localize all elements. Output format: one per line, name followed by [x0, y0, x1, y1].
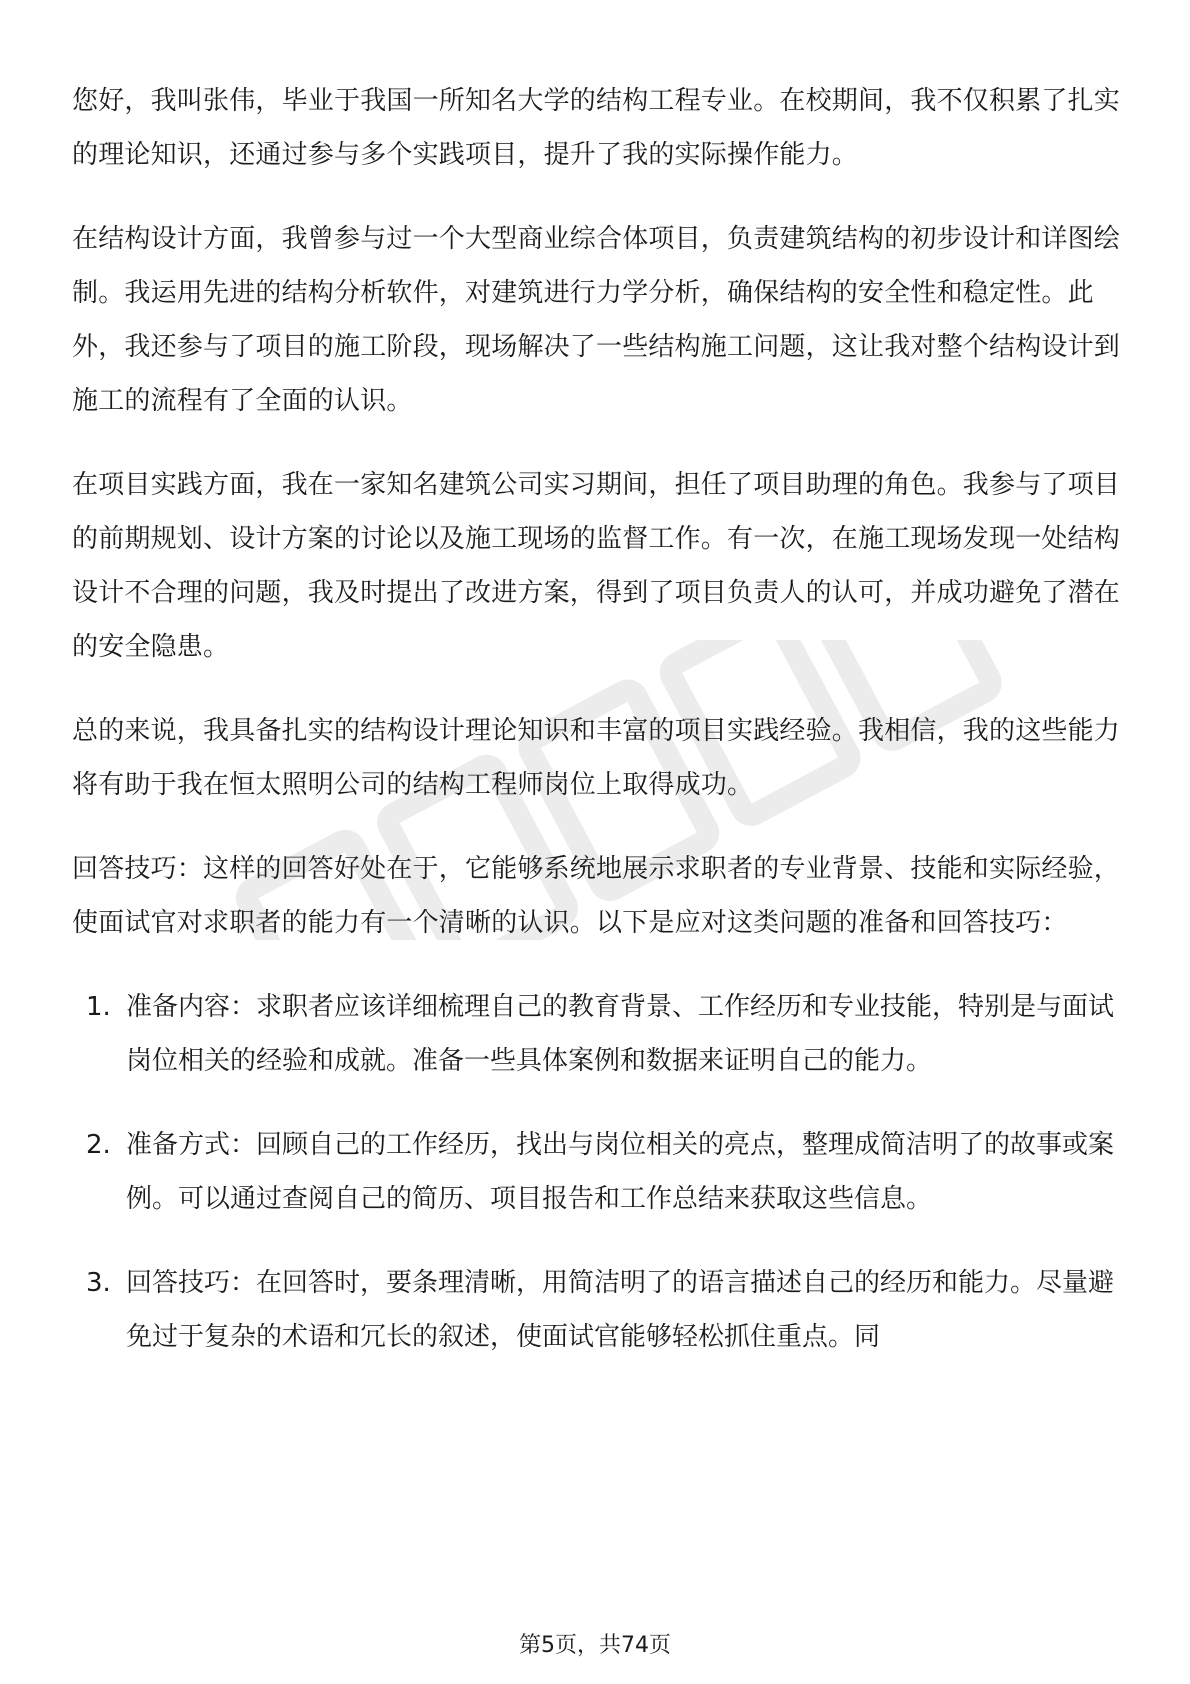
paragraph-intro: 您好，我叫张伟，毕业于我国一所知名大学的结构工程专业。在校期间，我不仅积累了扎实的理论知识，还通过参与多个实践项目，提升了我的实际操作能力。 — [72, 86, 1121, 170]
list-number: 1. — [86, 992, 111, 1022]
paragraph-project-practice: 在项目实践方面，我在一家知名建筑公司实习期间，担任了项目助理的角色。我参与了项目的前期规划、设计方案的讨论以及施工现场的监督工作。有一次，在施工现场发现一处结构设计不合理的问题，我及时提出了改进方案，得到了项目负责人的认可，并成功避免了潜在的安全隐患。 — [72, 470, 1121, 662]
main-content — [72, 74, 1122, 1394]
paragraph-answer-tips: 回答技巧：这样的回答好处在于，它能够系统地展示求职者的专业背景、技能和实际经验，使面试官对求职者的能力有一个清晰的认识。以下是应对这类问题的准备和回答技巧： — [72, 854, 1121, 938]
list-item-text: 准备内容：求职者应该详细梳理自己的教育背景、工作经历和专业技能，特别是与面试岗位相关的经验和成就。准备一些具体案例和数据来证明自己的能力。 — [126, 992, 1115, 1076]
paragraph-summary: 总的来说，我具备扎实的结构设计理论知识和丰富的项目实践经验。我相信，我的这些能力将有助于我在恒太照明公司的结构工程师岗位上取得成功。 — [72, 716, 1121, 800]
paragraph-structural-design: 在结构设计方面，我曾参与过一个大型商业综合体项目，负责建筑结构的初步设计和详图绘制。我运用先进的结构分析软件，对建筑进行力学分析，确保结构的安全性和稳定性。此外，我还参与了项目的施工阶段，现场解决了一些结构施工问题，这让我对整个结构设计到施工的流程有了全面的认识。 — [72, 224, 1121, 416]
list-item — [72, 1118, 1122, 1226]
list-item-text: 准备方式：回顾自己的工作经历，找出与岗位相关的亮点，整理成简洁明了的故事或案例。可以通过查阅自己的简历、项目报告和工作总结来获取这些信息。 — [126, 1130, 1115, 1214]
list-item — [72, 980, 1122, 1088]
list-item-text: 回答技巧：在回答时，要条理清晰，用简洁明了的语言描述自己的经历和能力。尽量避免过于复杂的术语和冗长的叙述，使面试官能够轻松抓住重点。同 — [126, 1268, 1115, 1352]
list-number: 3. — [86, 1268, 111, 1298]
list-item — [72, 1256, 1122, 1364]
page-footer: 第5页，共74页 — [519, 1633, 671, 1658]
tips-list — [72, 980, 1122, 1364]
list-number: 2. — [86, 1130, 111, 1160]
